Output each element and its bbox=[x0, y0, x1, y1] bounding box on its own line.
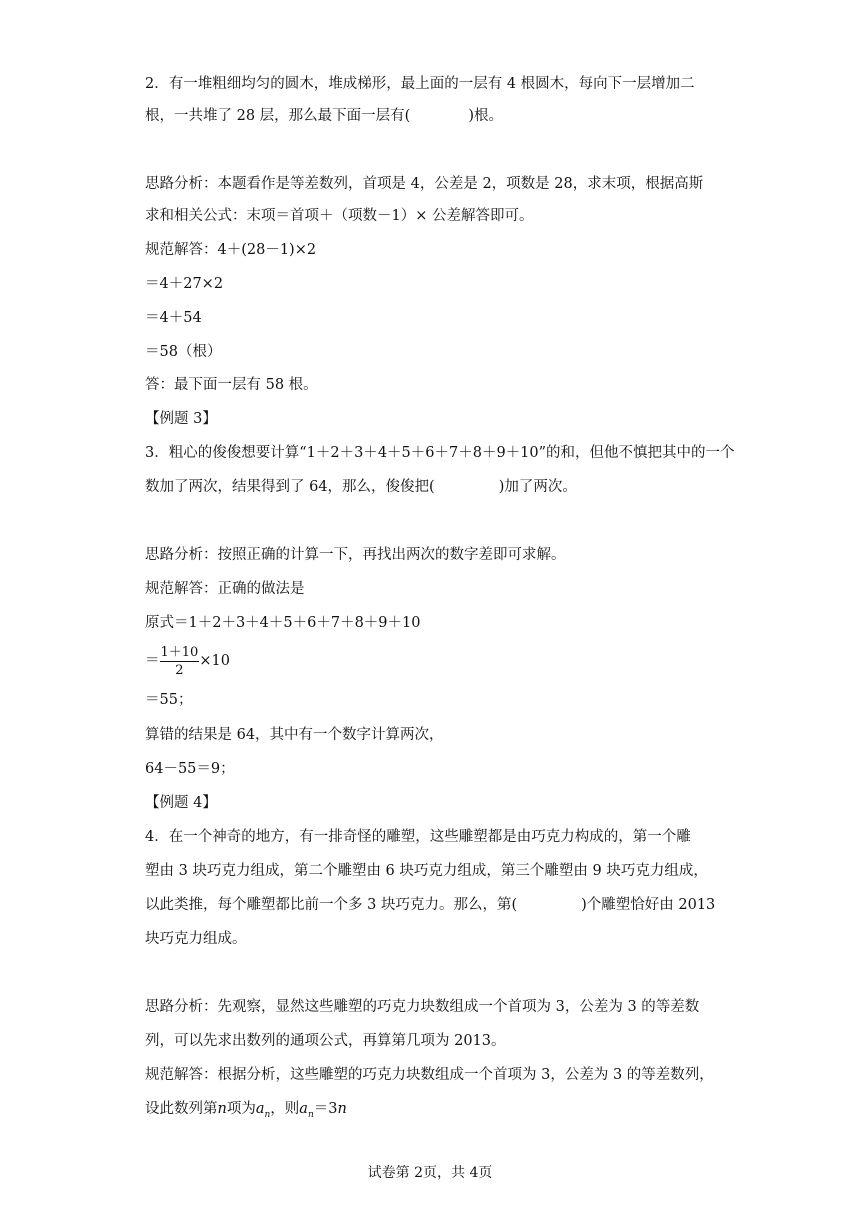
text: 数加了两次，结果得到了 64，那么，俊俊把( bbox=[145, 479, 435, 495]
analysis-line-2: 求和相关公式：末项＝首项＋（项数－1）× 公差解答即可。 bbox=[145, 208, 534, 224]
variable-a: a bbox=[299, 1101, 308, 1117]
text: 设此数列第 bbox=[145, 1101, 218, 1117]
problem-3-line-2 bbox=[145, 477, 577, 497]
variable-n: n bbox=[217, 1101, 227, 1117]
difference-line: 64－55＝9； bbox=[145, 761, 235, 777]
variable-n: n bbox=[337, 1101, 347, 1117]
solution-line-1 bbox=[145, 240, 316, 260]
problem-4-line-4: 块巧克力组成。 bbox=[145, 931, 247, 947]
analysis-line-2: 列，可以先求出数列的通项公式，再算第几项为 2013。 bbox=[145, 1033, 506, 1049]
page-footer: 试卷第 2页，共 4页 bbox=[367, 1165, 493, 1181]
solution-line-2: ＝4＋27×2 bbox=[145, 276, 224, 292]
text: ＝3 bbox=[313, 1101, 338, 1117]
solution-line-1: 规范解答：根据分析，这些雕塑的巧克力块数组成一个首项为 3，公差为 3 的等差数列， bbox=[145, 1067, 714, 1083]
solution-line-3: ＝4＋54 bbox=[145, 310, 202, 326]
solution-line-1: 原式＝1＋2＋3＋4＋5＋6＋7＋8＋9＋10 bbox=[145, 615, 421, 631]
subscript-n: n bbox=[307, 1109, 314, 1120]
solution-line-4: ＝58（根） bbox=[145, 344, 222, 360]
problem-4-line-1: 4．在一个神奇的地方，有一排奇怪的雕塑，这些雕塑都是由巧克力构成的，第一个雕 bbox=[145, 829, 691, 845]
problem-3-line-1: 3．粗心的俊俊想要计算“1＋2＋3＋4＋5＋6＋7＋8＋9＋10”的和，但他不慎把其中的一个 bbox=[145, 445, 735, 461]
text: )加了两次。 bbox=[498, 479, 577, 495]
fraction-denominator: 2 bbox=[175, 662, 184, 678]
analysis-line-1: 思路分析：先观察，显然这些雕塑的巧克力块数组成一个首项为 3，公差为 3 的等差数 bbox=[145, 999, 700, 1015]
problem-4-line-2: 塑由 3 块巧克力组成，第二个雕塑由 6 块巧克力组成，第三个雕塑由 9 块巧克力组成， bbox=[145, 863, 708, 879]
solution-label: 规范解答： bbox=[145, 242, 218, 258]
text: 以此类推，每个雕塑都比前一个多 3 块巧克力。那么，第( bbox=[145, 897, 518, 913]
text: )个雕塑恰好由 2013 bbox=[581, 897, 716, 913]
wrong-result-line: 算错的结果是 64，其中有一个数字计算两次， bbox=[145, 727, 444, 743]
variable-a: a bbox=[255, 1101, 265, 1117]
subscript-n: n bbox=[264, 1109, 271, 1120]
fraction-numerator: 1＋10 bbox=[160, 644, 199, 660]
problem-4-line-3 bbox=[145, 895, 715, 915]
fraction-line bbox=[145, 642, 230, 680]
solution-line-3: ＝55； bbox=[145, 692, 193, 708]
example-heading: 【例题 4】 bbox=[145, 795, 217, 811]
solution-line-2 bbox=[145, 1099, 347, 1125]
analysis-line-1: 思路分析：本题看作是等差数列，首项是 4，公差是 2，项数是 28，求末项，根据高斯 bbox=[145, 176, 704, 192]
formula: 4＋(28－1)×2 bbox=[217, 242, 317, 258]
text: 根，一共堆了 28 层，那么最下面一层有( bbox=[145, 108, 411, 124]
text: ×10 bbox=[199, 653, 230, 669]
fraction bbox=[160, 644, 200, 679]
text: 项为 bbox=[226, 1101, 256, 1117]
text: ，则 bbox=[270, 1101, 300, 1117]
text: )根。 bbox=[468, 108, 503, 124]
equals-sign: ＝ bbox=[145, 653, 160, 669]
problem-2-line-1: 2．有一堆粗细均匀的圆木，堆成梯形，最上面的一层有 4 根圆木，每向下一层增加二 bbox=[145, 76, 695, 92]
solution-label: 规范解答：正确的做法是 bbox=[145, 581, 305, 597]
example-heading: 【例题 3】 bbox=[145, 411, 217, 427]
answer-line: 答：最下面一层有 58 根。 bbox=[145, 377, 318, 393]
analysis-line: 思路分析：按照正确的计算一下，再找出两次的数字差即可求解。 bbox=[145, 547, 566, 563]
problem-2-line-2 bbox=[145, 106, 503, 126]
